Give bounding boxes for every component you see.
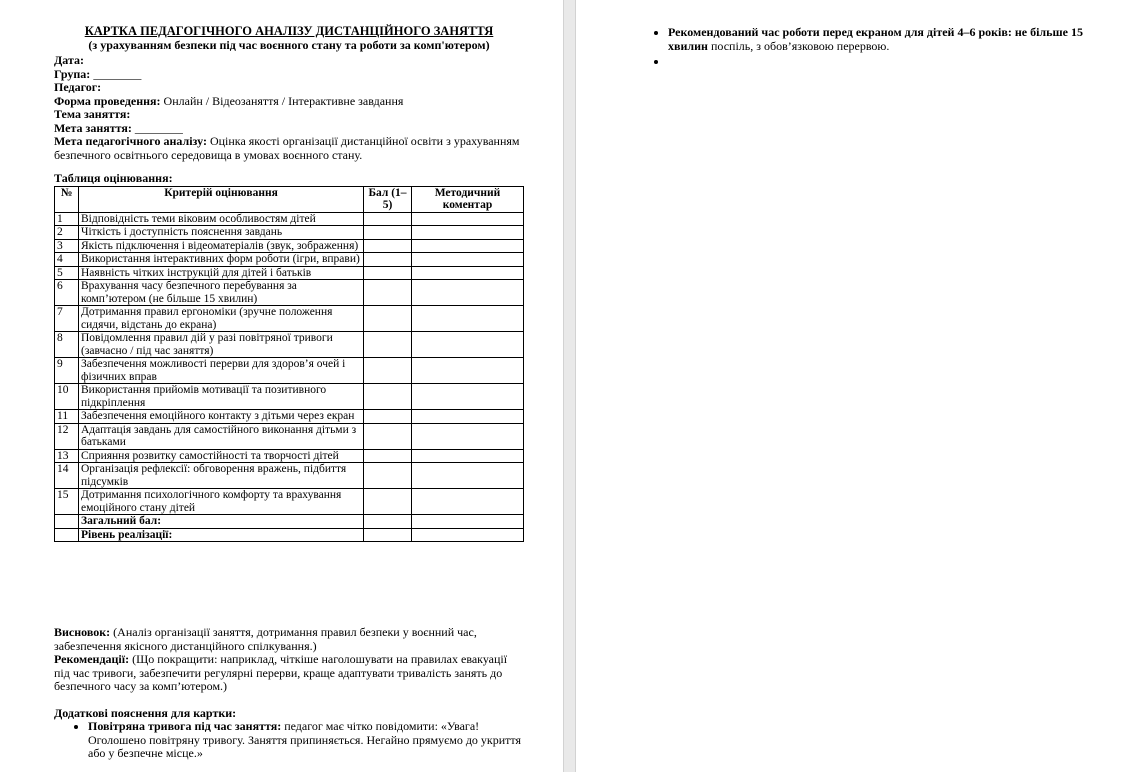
right-item1-bold-tail: не більше 15 хвилин <box>668 25 1083 53</box>
topic-label: Тема заняття: <box>54 107 131 121</box>
row-criterion: Дотримання психологічного комфорту та врахування емоційного стану дітей <box>79 489 364 515</box>
row-criterion: Сприяння розвитку самостійності та творчості дітей <box>79 449 364 463</box>
row-criterion: Повідомлення правил дій у разі повітряної тривоги (завчасно / під час заняття) <box>79 332 364 358</box>
row-criterion: Використання прийомів мотивації та позитивного підкріплення <box>79 384 364 410</box>
form-field <box>54 95 524 109</box>
additional-item1-text: педагог має чітко повідомити: «Увага! Оголошено повітряну тривогу. Заняття припиняється. Негайно прямуємо до укриття або у безпечне місце.» <box>88 719 522 760</box>
right-item1-text: поспіль, з обов’язковою перервою. <box>707 38 890 53</box>
document-body <box>54 24 524 542</box>
date-label: Дата: <box>54 53 84 67</box>
row-number: 9 <box>55 358 79 384</box>
header-comment: Методичний коментар <box>412 186 524 212</box>
right-page-body <box>646 26 1086 71</box>
analysis-goal-label: Мета педагогічного аналізу: <box>54 134 207 148</box>
row-number: 7 <box>55 306 79 332</box>
row-criterion: Забезпечення можливості перерви для здоров’я очей і фізичних вправ <box>79 358 364 384</box>
topic-field <box>54 108 524 122</box>
row-score-cell[interactable] <box>364 423 412 449</box>
table-row <box>55 463 524 489</box>
document-title: КАРТКА ПЕДАГОГІЧНОГО АНАЛІЗУ ДИСТАНЦІЙНОГО ЗАНЯТТЯ <box>84 24 494 38</box>
group-blank: ________ <box>90 66 142 81</box>
row-comment-cell[interactable] <box>412 449 524 463</box>
row-score-cell[interactable] <box>364 226 412 240</box>
table-row <box>55 306 524 332</box>
row-number: 10 <box>55 384 79 410</box>
teacher-label: Педагог: <box>54 80 102 94</box>
row-score-cell[interactable] <box>364 384 412 410</box>
total-label: Загальний бал: <box>79 515 364 529</box>
level-score-cell[interactable] <box>364 528 412 542</box>
recommendations-text: (Що покращити: наприклад, чіткіше наголошувати на правилах евакуації під час тривоги, забезпечити регулярні перерви, краще адаптувати тривалість занять до безпечного часу за комп’ютером.) <box>54 652 508 693</box>
row-criterion: Організація рефлексії: обговорення вражень, підбиття підсумків <box>79 463 364 489</box>
list-item-empty[interactable] <box>668 55 1086 69</box>
row-score-cell[interactable] <box>364 358 412 384</box>
row-comment-cell[interactable] <box>412 463 524 489</box>
table-row <box>55 212 524 226</box>
row-number: 5 <box>55 266 79 280</box>
row-criterion: Забезпечення емоційного контакту з дітьми через екран <box>79 410 364 424</box>
document-subtitle: (з урахуванням безпеки під час воєнного стану та роботи за комп'ютером) <box>88 38 490 52</box>
row-comment-cell[interactable] <box>412 384 524 410</box>
row-criterion: Дотримання правил ергономіки (зручне положення сидячи, відстань до екрана) <box>79 306 364 332</box>
table-body <box>55 212 524 542</box>
row-number: 6 <box>55 280 79 306</box>
row-number: 1 <box>55 212 79 226</box>
total-score-cell[interactable] <box>364 515 412 529</box>
table-row <box>55 266 524 280</box>
additional-item1-label: Повітряна тривога під час заняття: <box>88 719 282 733</box>
row-number: 3 <box>55 239 79 253</box>
header-number: № <box>55 186 79 212</box>
row-comment-cell[interactable] <box>412 239 524 253</box>
additional-list <box>54 720 524 761</box>
row-score-cell[interactable] <box>364 449 412 463</box>
table-row <box>55 423 524 449</box>
row-score-cell[interactable] <box>364 280 412 306</box>
row-number: 4 <box>55 253 79 267</box>
table-row <box>55 226 524 240</box>
document-page-right <box>576 0 1141 772</box>
date-field <box>54 54 524 68</box>
row-score-cell[interactable] <box>364 239 412 253</box>
row-score-cell[interactable] <box>364 332 412 358</box>
row-comment-cell[interactable] <box>412 410 524 424</box>
goal-field <box>54 122 524 136</box>
row-criterion: Врахування часу безпечного перебування за комп’ютером (не більше 15 хвилин) <box>79 280 364 306</box>
row-comment-cell[interactable] <box>412 226 524 240</box>
row-score-cell[interactable] <box>364 463 412 489</box>
table-header-row <box>55 186 524 212</box>
total-empty-cell <box>55 515 79 529</box>
table-row <box>55 410 524 424</box>
row-comment-cell[interactable] <box>412 332 524 358</box>
row-comment-cell[interactable] <box>412 358 524 384</box>
total-row <box>55 515 524 529</box>
form-value: Онлайн / Відеозаняття / Інтерактивне завдання <box>160 93 404 108</box>
row-score-cell[interactable] <box>364 410 412 424</box>
conclusion-text: (Аналіз організації заняття, дотримання правил безпеки у воєнний час, забезпечення якісного дистанційного спілкування.) <box>54 625 477 653</box>
row-score-cell[interactable] <box>364 266 412 280</box>
conclusion-label: Висновок: <box>54 625 111 639</box>
table-row <box>55 239 524 253</box>
row-comment-cell[interactable] <box>412 489 524 515</box>
conclusion-paragraph <box>54 626 524 653</box>
row-score-cell[interactable] <box>364 306 412 332</box>
level-row <box>55 528 524 542</box>
table-row <box>55 332 524 358</box>
row-number: 2 <box>55 226 79 240</box>
row-number: 14 <box>55 463 79 489</box>
table-row <box>55 449 524 463</box>
row-criterion: Адаптація завдань для самостійного виконання дітьми з батьками <box>79 423 364 449</box>
row-number: 12 <box>55 423 79 449</box>
recommendations-label: Рекомендації: <box>54 652 130 666</box>
form-label: Форма проведення: <box>54 93 161 108</box>
row-criterion: Наявність чітких інструкцій для дітей і батьків <box>79 266 364 280</box>
analysis-goal-value: Оцінка якості організації дистанційної освіти з урахуванням безпечного освітнього середовища в умовах воєнного стану. <box>54 134 520 162</box>
row-criterion: Відповідність теми віковим особливостям дітей <box>79 212 364 226</box>
row-criterion: Чіткість і доступність пояснення завдань <box>79 226 364 240</box>
row-number: 8 <box>55 332 79 358</box>
row-comment-cell[interactable] <box>412 253 524 267</box>
list-item <box>88 720 524 761</box>
row-score-cell[interactable] <box>364 489 412 515</box>
row-criterion: Якість підключення і відеоматеріалів (звук, зображення) <box>79 239 364 253</box>
goal-blank: ________ <box>131 120 183 135</box>
row-number: 13 <box>55 449 79 463</box>
teacher-field <box>54 81 524 95</box>
level-empty-cell <box>55 528 79 542</box>
conclusion-section <box>54 626 524 761</box>
right-item1-label: Рекомендований час роботи перед екраном для дітей 4–6 років: <box>668 25 1012 39</box>
level-label: Рівень реалізації: <box>79 528 364 542</box>
evaluation-table <box>54 186 524 543</box>
right-page-list <box>646 26 1086 69</box>
document-page-left <box>0 0 563 772</box>
row-number: 11 <box>55 410 79 424</box>
row-comment-cell[interactable] <box>412 280 524 306</box>
header-score: Бал (1–5) <box>364 186 412 212</box>
row-number: 15 <box>55 489 79 515</box>
additional-title: Додаткові пояснення для картки: <box>54 705 237 720</box>
header-criterion: Критерій оцінювання <box>79 186 364 212</box>
goal-label: Мета заняття: <box>54 120 132 135</box>
group-label: Група: <box>54 66 91 81</box>
row-criterion: Використання інтерактивних форм роботи (ігри, вправи) <box>79 253 364 267</box>
page-gutter <box>563 0 576 772</box>
analysis-goal-field <box>54 135 524 162</box>
total-comment-cell[interactable] <box>412 515 524 529</box>
group-field <box>54 68 524 82</box>
list-item <box>668 26 1086 53</box>
recommendations-paragraph <box>54 653 524 694</box>
table-row <box>55 489 524 515</box>
table-title: Таблиця оцінювання: <box>54 171 173 185</box>
row-comment-cell[interactable] <box>412 306 524 332</box>
row-score-cell[interactable] <box>364 212 412 226</box>
table-row <box>55 253 524 267</box>
row-comment-cell[interactable] <box>412 266 524 280</box>
row-comment-cell[interactable] <box>412 212 524 226</box>
level-comment-cell[interactable] <box>412 528 524 542</box>
table-row <box>55 384 524 410</box>
row-score-cell[interactable] <box>364 253 412 267</box>
table-row <box>55 280 524 306</box>
table-row <box>55 358 524 384</box>
row-comment-cell[interactable] <box>412 423 524 449</box>
